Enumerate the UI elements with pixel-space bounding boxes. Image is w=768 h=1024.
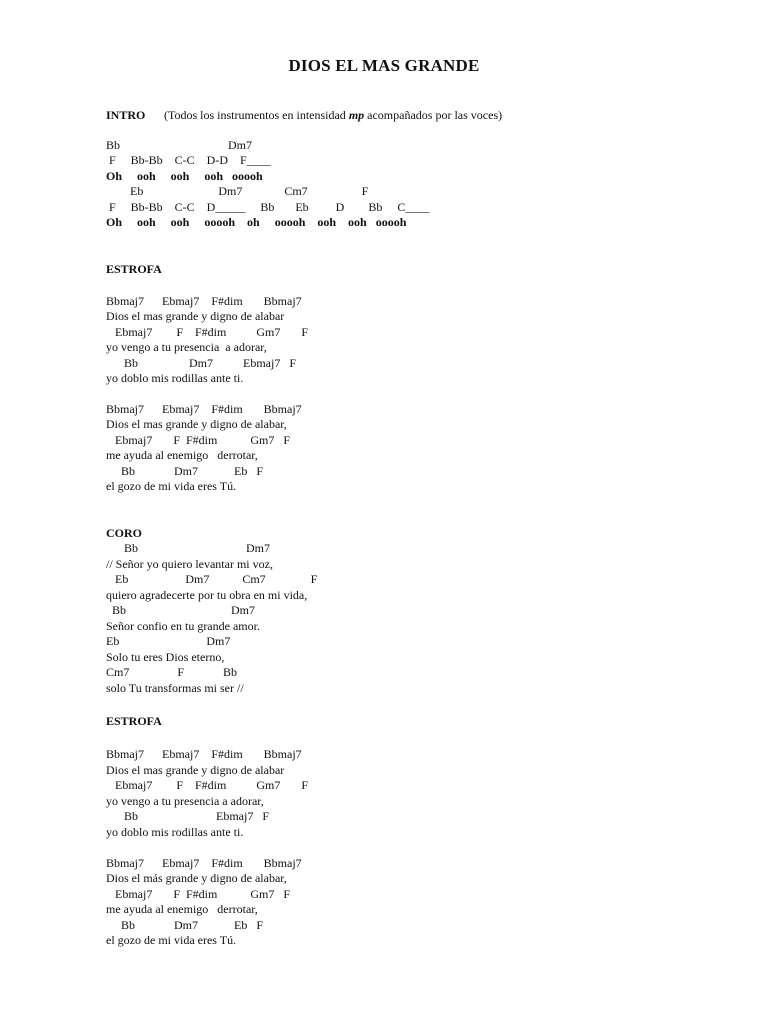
chord-line: Ebmaj7 F F#dim Gm7 F (106, 433, 291, 447)
lyric-line: // Señor yo quiero levantar mi voz, (106, 557, 273, 571)
lyric-line: el gozo de mi vida eres Tú. (106, 479, 237, 493)
chord-line: Bbmaj7 Ebmaj7 F#dim Bbmaj7 (106, 856, 302, 870)
lyric-line: yo vengo a tu presencia a adorar, (106, 794, 264, 808)
lyric-line: Dios el mas grande y digno de alabar (106, 763, 285, 777)
chord-line: Bb Dm7 Eb F (106, 918, 264, 932)
chord-line: Eb Dm7 (106, 634, 231, 648)
chord-line: Cm7 F Bb (106, 665, 238, 679)
lyric-line: Señor confio en tu grande amor. (106, 619, 260, 633)
intro-line: F Bb-Bb C-C D-D F____ (106, 153, 271, 167)
intro-line: Oh ooh ooh ooh ooooh (106, 169, 263, 183)
intro-note (164, 108, 502, 123)
lyric-line: me ayuda al enemigo derrotar, (106, 902, 258, 916)
section-label-estrofa: ESTROFA (106, 262, 162, 276)
lyric-line: quiero agradecerte por tu obra en mi vida, (106, 588, 308, 602)
section-label-coro: CORO (106, 526, 142, 540)
lyric-line: el gozo de mi vida eres Tú. (106, 933, 237, 947)
chord-line: Ebmaj7 F F#dim Gm7 F (106, 778, 309, 792)
intro-label: INTRO (106, 108, 146, 122)
lyric-line: Dios el mas grande y digno de alabar, (106, 417, 287, 431)
intro-note-after: acompañados por las voces) (364, 108, 503, 122)
chord-line: Bb Dm7 Eb F (106, 464, 264, 478)
lyric-line: me ayuda al enemigo derrotar, (106, 448, 258, 462)
intro-note-before: (Todos los instrumentos en intensidad (164, 108, 349, 122)
intro-line: Eb Dm7 Cm7 F (106, 184, 369, 198)
lyric-line: yo vengo a tu presencia a adorar, (106, 340, 267, 354)
intro-line: Bb Dm7 (106, 138, 253, 152)
lyric-line: Dios el mas grande y digno de alabar (106, 309, 285, 323)
chord-line: Bbmaj7 Ebmaj7 F#dim Bbmaj7 (106, 402, 302, 416)
chord-line: Bb Ebmaj7 F (106, 809, 270, 823)
song-title: DIOS EL MAS GRANDE (288, 56, 480, 75)
chord-line: Bbmaj7 Ebmaj7 F#dim Bbmaj7 (106, 747, 302, 761)
chord-line: Ebmaj7 F F#dim Gm7 F (106, 887, 291, 901)
lyric-line: solo Tu transformas mi ser // (106, 681, 244, 695)
chord-line: Bb Dm7 (106, 603, 256, 617)
section-label-estrofa: ESTROFA (106, 714, 162, 728)
chord-line: Bb Dm7 (106, 541, 271, 555)
intro-line: Oh ooh ooh ooooh oh ooooh ooh ooh ooooh (106, 215, 407, 229)
chord-line: Bbmaj7 Ebmaj7 F#dim Bbmaj7 (106, 294, 302, 308)
chord-line: Eb Dm7 Cm7 F (106, 572, 318, 586)
lyric-line: Solo tu eres Dios eterno, (106, 650, 225, 664)
chord-line: Bb Dm7 Ebmaj7 F (106, 356, 297, 370)
intro-note-dynamic: mp (348, 108, 365, 122)
intro-line: F Bb-Bb C-C D_____ Bb Eb D Bb C____ (106, 200, 430, 214)
lyric-line: yo doblo mis rodillas ante ti. (106, 825, 244, 839)
chord-line: Ebmaj7 F F#dim Gm7 F (106, 325, 309, 339)
lyric-line: Dios el más grande y digno de alabar, (106, 871, 287, 885)
lyric-line: yo doblo mis rodillas ante ti. (106, 371, 244, 385)
